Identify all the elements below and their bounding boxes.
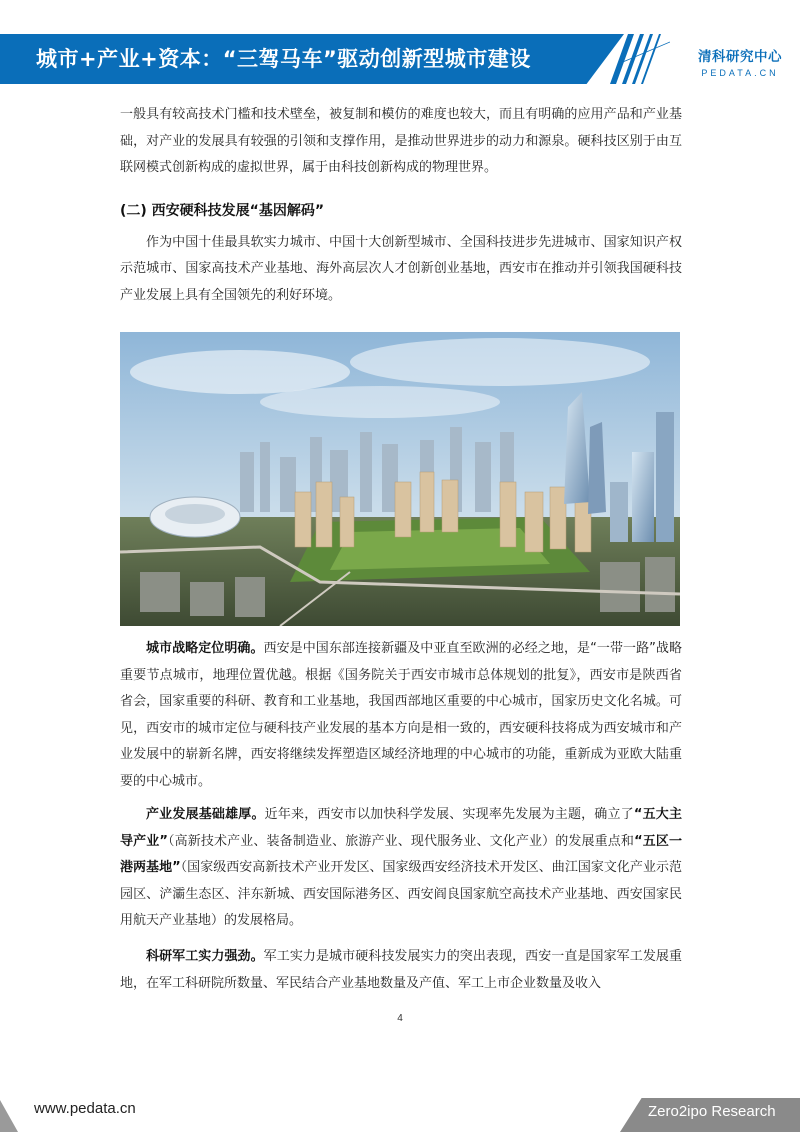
paragraph-military-research [120,944,682,997]
military-research-text [120,944,682,997]
brand-name-en: PEDATA.CN [701,68,779,78]
main-content [120,102,682,309]
industry-foundation-body-c: （国家级西安高新技术产业开发区、国家级西安经济技术开发区、曲江国家文化产业示范园区、浐灞生态区、沣东新城、西安国际港务区、西安阎良国家航空高技术产业基地、西安国家民用航天产业基地）的发展格局。 [120,860,682,928]
page-header [0,0,800,92]
military-research-body: 军工实力是城市硬科技发展实力的突出表现，西安一直是国家军工发展重地，在军工科研院所数量、军民结合产业基地数量及产值、军工上市企业数量及收入 [120,949,682,991]
city-strategy-lead: 城市战略定位明确。 [146,641,264,656]
intro-paragraph: 一般具有较高技术门槛和技术壁垒，被复制和模仿的难度也较大，而且有明确的应用产品和产业基础，对产业的发展具有较强的引领和支撑作用，是推动世界进步的动力和源泉。硬科技区别于由互联网模式创新构成的虚拟世界，属于由科技创新构成的物理世界。 [120,107,682,175]
city-strategy-body: 西安是中国东部连接新疆及中亚直至欧洲的必经之地，是“一带一路”战略重要节点城市，地理位置优越。根据《国务院关于西安市城市总体规划的批复》，西安市是陕西省省会，国家重要的科研、教育和工业基地，我国西部地区重要的中心城市，国家历史文化名城。可见，西安市的城市定位与硬科技产业发展的基本方向是相一致的，西安硬科技将成为西安城市和产业发展中的崭新名牌，西安将继续发挥塑造区域经济地理的中心城市的功能，重新成为亚欧大陆重要的中心城市。 [120,641,682,789]
paragraph-industry-foundation [120,802,682,935]
brand-logo [695,45,785,78]
section-heading: (二) 西安硬科技发展“基因解码” [120,202,325,219]
xian-city-skyline-photo [120,332,680,626]
industry-foundation-body-b: （高新技术产业、装备制造业、旅游产业、现代服务业、文化产业）的发展重点和 [167,833,635,849]
footer-brand-text: Zero2ipo Research [648,1103,776,1120]
five-major-industries: “五大主导产业” [120,807,682,849]
page-footer [0,1092,800,1132]
brand-name-cn: 清科研究中心 [698,49,782,65]
section-paragraph: 作为中国十佳最具软实力城市、中国十大创新型城市、全国科技进步先进城市、国家知识产权示范城市、国家高技术产业基地、海外高层次人才创新创业基地，西安市在推动并引领我国硬科技产业发展上具有全国领先的利好环境。 [120,234,682,303]
city-strategy-text [120,636,682,795]
footer-corner-decoration [0,1092,26,1132]
header-title: 城市+产业+资本：“三驾马车”驱动创新型城市建设 [36,47,531,71]
header-stripes-decoration [610,34,670,84]
military-research-lead: 科研军工实力强劲。 [146,949,264,964]
page-number: 4 [397,1013,403,1024]
city-skyline-illustration [120,332,680,626]
industry-foundation-lead: 产业发展基础雄厚。 [146,807,265,822]
industry-foundation-body-a: 近年来，西安市以加快科学发展、实现率先发展为主题，确立了 [264,807,634,822]
footer-website-link[interactable]: www.pedata.cn [34,1100,136,1117]
industry-foundation-text [120,802,682,935]
five-zones-one-port-two-bases: “五区一港两基地” [120,833,682,875]
paragraph-city-strategy [120,636,682,795]
